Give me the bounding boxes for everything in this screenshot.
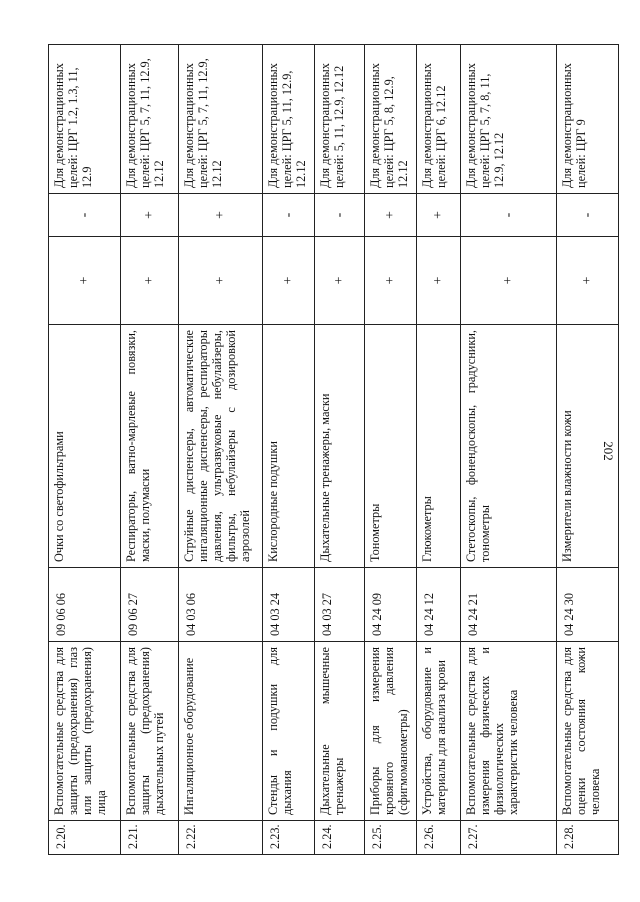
classification-code: 09 06 06 <box>49 568 121 642</box>
availability-mark-secondary: + <box>417 194 461 237</box>
purpose-note: Для демонстрационных целей: 5, 11, 12.9, 12.12 <box>315 45 365 194</box>
purpose-note: Для демонстрационных целей: ЦРГ 5, 11, 12.9, 12.12 <box>263 45 315 194</box>
row-number: 2.23. <box>263 821 315 855</box>
table-row <box>417 45 461 855</box>
table-row <box>365 45 417 855</box>
row-number: 2.26. <box>417 821 461 855</box>
device-examples: Измерители влажности кожи <box>557 325 619 568</box>
availability-mark: + <box>49 237 121 325</box>
availability-mark-secondary: + <box>365 194 417 237</box>
device-category-name: Стенды и подушки для дыхания <box>263 642 315 821</box>
device-category-name: Вспомогательные средства для измерения физических и физиологических характеристик человека <box>461 642 557 821</box>
row-number: 2.20. <box>49 821 121 855</box>
device-category-name: Вспомогательные средства для оценки состояния кожи человека <box>557 642 619 821</box>
table-row <box>557 45 619 855</box>
availability-mark-secondary: - <box>49 194 121 237</box>
availability-mark: + <box>417 237 461 325</box>
purpose-note: Для демонстрационных целей: ЦРГ 5, 8, 12.9, 12.12 <box>365 45 417 194</box>
purpose-note: Для демонстрационных целей: ЦРГ 5, 7, 11, 12.9, 12.12 <box>121 45 179 194</box>
row-number: 2.25. <box>365 821 417 855</box>
table-row <box>315 45 365 855</box>
table-row <box>461 45 557 855</box>
purpose-note: Для демонстрационных целей: ЦРГ 9 <box>557 45 619 194</box>
classification-code: 04 03 24 <box>263 568 315 642</box>
availability-mark-secondary: + <box>121 194 179 237</box>
classification-code: 04 24 09 <box>365 568 417 642</box>
row-number: 2.22. <box>179 821 263 855</box>
row-number: 2.24. <box>315 821 365 855</box>
device-examples: Дыхательные тренажеры, маски <box>315 325 365 568</box>
classification-code: 04 03 06 <box>179 568 263 642</box>
classification-code: 04 24 12 <box>417 568 461 642</box>
page-number: 202 <box>600 441 616 461</box>
device-examples: Очки со светофильтрами <box>49 325 121 568</box>
availability-mark: + <box>121 237 179 325</box>
device-examples: Глюкометры <box>417 325 461 568</box>
availability-mark-secondary: + <box>179 194 263 237</box>
device-category-name: Приборы для измерения кровяного давления (сфигмоманометры) <box>365 642 417 821</box>
classification-code: 04 24 21 <box>461 568 557 642</box>
device-category-name: Ингаляционное оборудование <box>179 642 263 821</box>
purpose-note: Для демонстрационных целей: ЦРГ 1.2, 1.3, 11, 12.9 <box>49 45 121 194</box>
availability-mark-secondary: - <box>315 194 365 237</box>
availability-mark: + <box>365 237 417 325</box>
classification-code: 09 06 27 <box>121 568 179 642</box>
device-examples: Струйные диспенсеры, автоматические ингаляционные диспенсеры, респираторы давления, ультразвуковые небулайзеры, фильтры, небулайзеры с дозировкой аэрозолей <box>179 325 263 568</box>
rotated-table-container <box>48 45 618 855</box>
purpose-note: Для демонстрационных целей: ЦРГ 6, 12.12 <box>417 45 461 194</box>
purpose-note: Для демонстрационных целей: ЦРГ 5, 7, 8, 11, 12.9, 12.12 <box>461 45 557 194</box>
availability-mark: + <box>315 237 365 325</box>
purpose-note: Для демонстрационных целей: ЦРГ 5, 7, 11, 12.9, 12.12 <box>179 45 263 194</box>
classification-code: 04 03 27 <box>315 568 365 642</box>
availability-mark: + <box>179 237 263 325</box>
device-category-name: Вспомогательные средства для защиты (предохранения) дыхательных путей <box>121 642 179 821</box>
device-examples: Стетоскопы, фонендоскопы, градусники, тонометры <box>461 325 557 568</box>
availability-mark: + <box>557 237 619 325</box>
availability-mark-secondary: - <box>557 194 619 237</box>
device-category-name: Вспомогательные средства для защиты (предохранения) глаз или защиты (предохранения) лица <box>49 642 121 821</box>
availability-mark-secondary: - <box>263 194 315 237</box>
availability-mark-secondary: - <box>461 194 557 237</box>
row-number: 2.28. <box>557 821 619 855</box>
availability-mark: + <box>461 237 557 325</box>
device-examples: Кислородные подушки <box>263 325 315 568</box>
device-category-name: Устройства, оборудование и материалы для анализа крови <box>417 642 461 821</box>
equipment-table <box>48 44 619 855</box>
row-number: 2.27. <box>461 821 557 855</box>
table-row <box>121 45 179 855</box>
availability-mark: + <box>263 237 315 325</box>
device-examples: Тонометры <box>365 325 417 568</box>
table-row <box>49 45 121 855</box>
device-examples: Респираторы, ватно-марлевые повязки, маски, полумаски <box>121 325 179 568</box>
table-row <box>179 45 263 855</box>
device-category-name: Дыхательные мышечные тренажеры <box>315 642 365 821</box>
classification-code: 04 24 30 <box>557 568 619 642</box>
table-row <box>263 45 315 855</box>
row-number: 2.21. <box>121 821 179 855</box>
